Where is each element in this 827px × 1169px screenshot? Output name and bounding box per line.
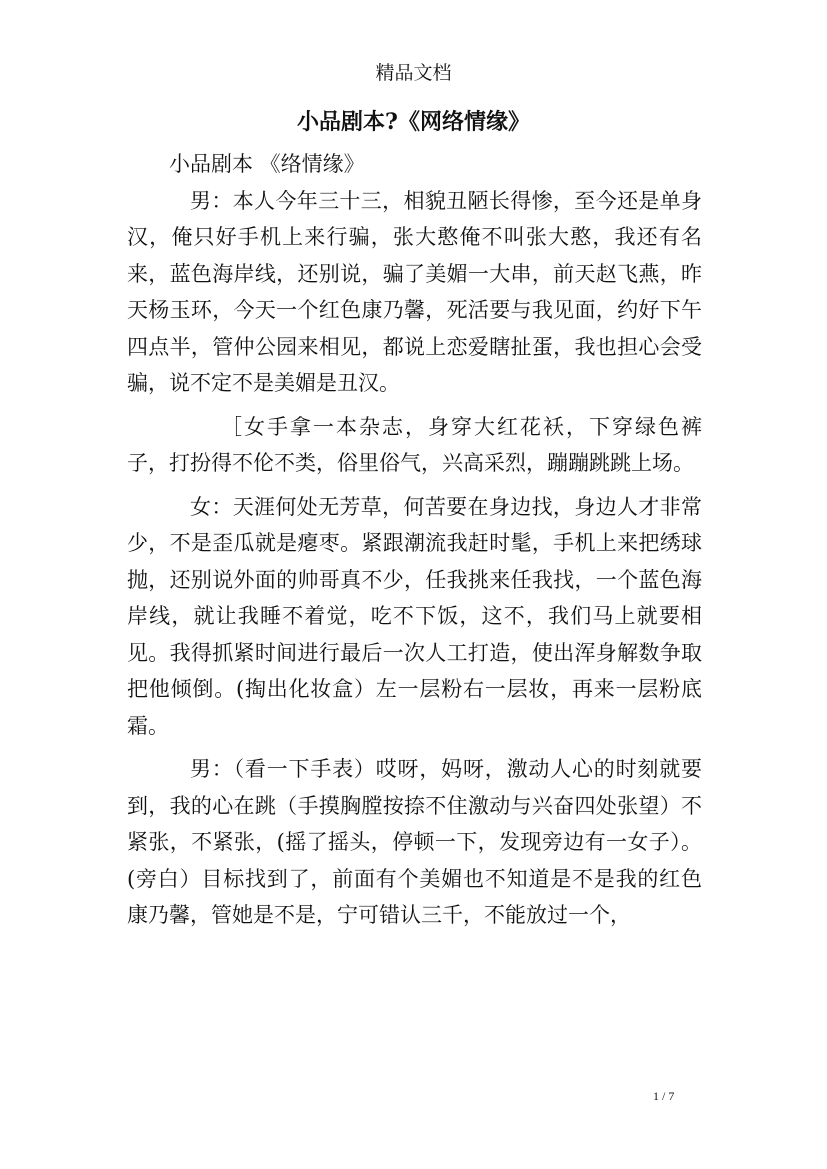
page-header: 精品文档 (375, 62, 452, 84)
paragraph-man-waiting: 男：（看一下手表）哎呀，妈呀，激动人心的时刻就要到，我的心在跳（手摸胸膛按捺不住激动与兴奋四处张望）不紧张，不紧张，(摇了摇头，停顿一下，发现旁边有一女子）。(旁白）目标找到了，前面有个美媚也不知道是不是我的红色康乃馨，管她是不是，宁可错认三千，不能放过一个， (127, 757, 702, 927)
script-subtitle: 小品剧本 《络情缘》 (169, 152, 365, 176)
paragraph-man-intro: 男：本人今年三十三，相貌丑陋长得惨，至今还是单身汉，俺只好手机上来行骗，张大憨俺不叫张大憨，我还有名来，蓝色海岸线，还别说，骗了美媚一大串，前天赵飞燕，昨天杨玉环，今天一个红色康乃馨，死活要与我见面，约好下午四点半，管仲公园来相见，都说上恋爱瞎扯蛋，我也担心会受骗，说不定不是美媚是丑汉。 (127, 188, 702, 395)
stage-direction-woman-enters: ［女手拿一本杂志，身穿大红花袄，下穿绿色裤子，打扮得不伦不类，俗里俗气，兴高采烈，蹦蹦跳跳上场。 (127, 414, 702, 475)
page-number: 1 / 7 (653, 1089, 675, 1103)
document-body (127, 146, 702, 934)
paragraph-woman-monologue: 女：天涯何处无芳草，何苦要在身边找，身边人才非常少，不是歪瓜就是瘪枣。紧跟潮流我赶时髦，手机上来把绣球抛，还别说外面的帅哥真不少，任我挑来任我找，一个蓝色海岸线，就让我睡不着觉，吃不下饭，这不，我们马上就要相见。我得抓紧时间进行最后一次人工打造，使出浑身解数争取把他倾倒。(掏出化妆盒）左一层粉右一层妆，再来一层粉底霜。 (127, 494, 702, 738)
document-title: 小品剧本?《网络情缘》 (297, 109, 530, 135)
